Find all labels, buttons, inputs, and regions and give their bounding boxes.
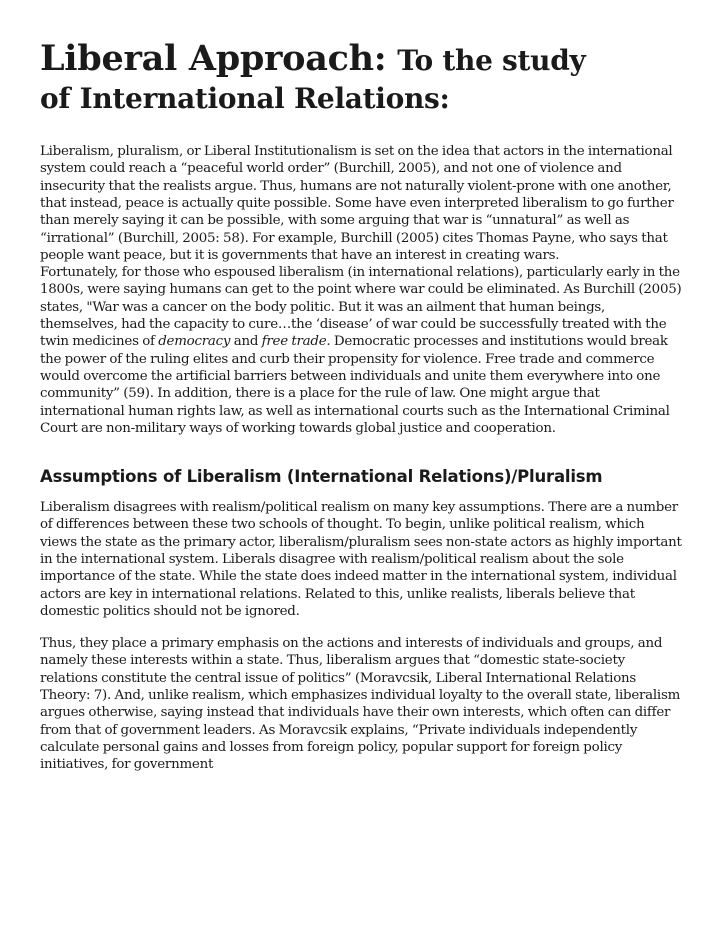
paragraph-3: Liberalism disagrees with realism/political realism on many key assumptions. There are a number of differences between these two schools of thought. To begin, unlike political realism, which views the state as the primary actor, liberalism/pluralism sees non-state actors as highly important in the international system. Liberals disagree with realism/political realism about the sole importance of the state. While the state does indeed matter in the international system, individual actors are key in international relations. Related to this, unlike realists, liberals believe that domestic politics should not be ignored. bbox=[40, 500, 682, 619]
section-heading: Assumptions of Liberalism (International Relations)/Pluralism bbox=[40, 467, 603, 487]
paragraph-2-part-a: Fortunately, for those who espoused liberalism (in international relations), particularly early in the 1800s, were saying humans can get to the point where war could be eliminated. As Burchill (2005) states, "War was a cancer on the body politic. But it was an ailment that human beings, themselves, had the capacity to cure…the ‘disease’ of war could be successfully treated with the twin medicines of bbox=[40, 265, 682, 350]
title-main: Liberal Approach: bbox=[40, 38, 387, 79]
title-sub-2: of International Relations: bbox=[40, 82, 450, 116]
conjunction-and: and bbox=[233, 334, 259, 350]
paragraph-2 bbox=[40, 264, 684, 437]
paragraph-1: Liberalism, pluralism, or Liberal Institutionalism is set on the idea that actors in the international system could reach a “peaceful world order” (Burchill, 2005), and not one of violence and insecurity that the realists argue. Thus, humans are not naturally violent-prone with one another, that instead, peace is actually quite possible. Some have even interpreted liberalism to go further than merely saying it can be possible, with some arguing that war is “unnatural” as well as “irrational” (Burchill, 2005: 58). For example, Burchill (2005) cites Thomas Payne, who says that people want peace, but it is governments that have an interest in creating wars. bbox=[40, 144, 674, 263]
emphasis-free-trade: free trade. bbox=[261, 334, 331, 350]
paragraph-4: Thus, they place a primary emphasis on the actions and interests of individuals and groups, and namely these interests within a state. Thus, liberalism argues that “domestic state-society relations constitute the central issue of politics” (Moravcsik, Liberal International Relations Theory: 7). And, unlike realism, which emphasizes individual loyalty to the overall state, liberalism argues otherwise, saying instead that individuals have their own interests, which often can differ from that of government leaders. As Moravcsik explains, “Private individuals independently calculate personal gains and losses from foreign policy, popular support for foreign policy initiatives, for government bbox=[40, 636, 681, 773]
page-title bbox=[40, 38, 684, 117]
emphasis-democracy: democracy bbox=[158, 334, 231, 350]
paragraph-2-part-b: Democratic processes and institutions would break the power of the ruling elites and curb their propensity for violence. Free trade and commerce would overcome the artificial barriers between individuals and unite them everywhere into one community” (59). In addition, there is a place for the rule of law. One might argue that international human rights law, as well as international courts such as the International Criminal Court are non-military ways of working towards global justice and cooperation. bbox=[40, 334, 670, 436]
title-sub-1: To the study bbox=[397, 44, 586, 77]
